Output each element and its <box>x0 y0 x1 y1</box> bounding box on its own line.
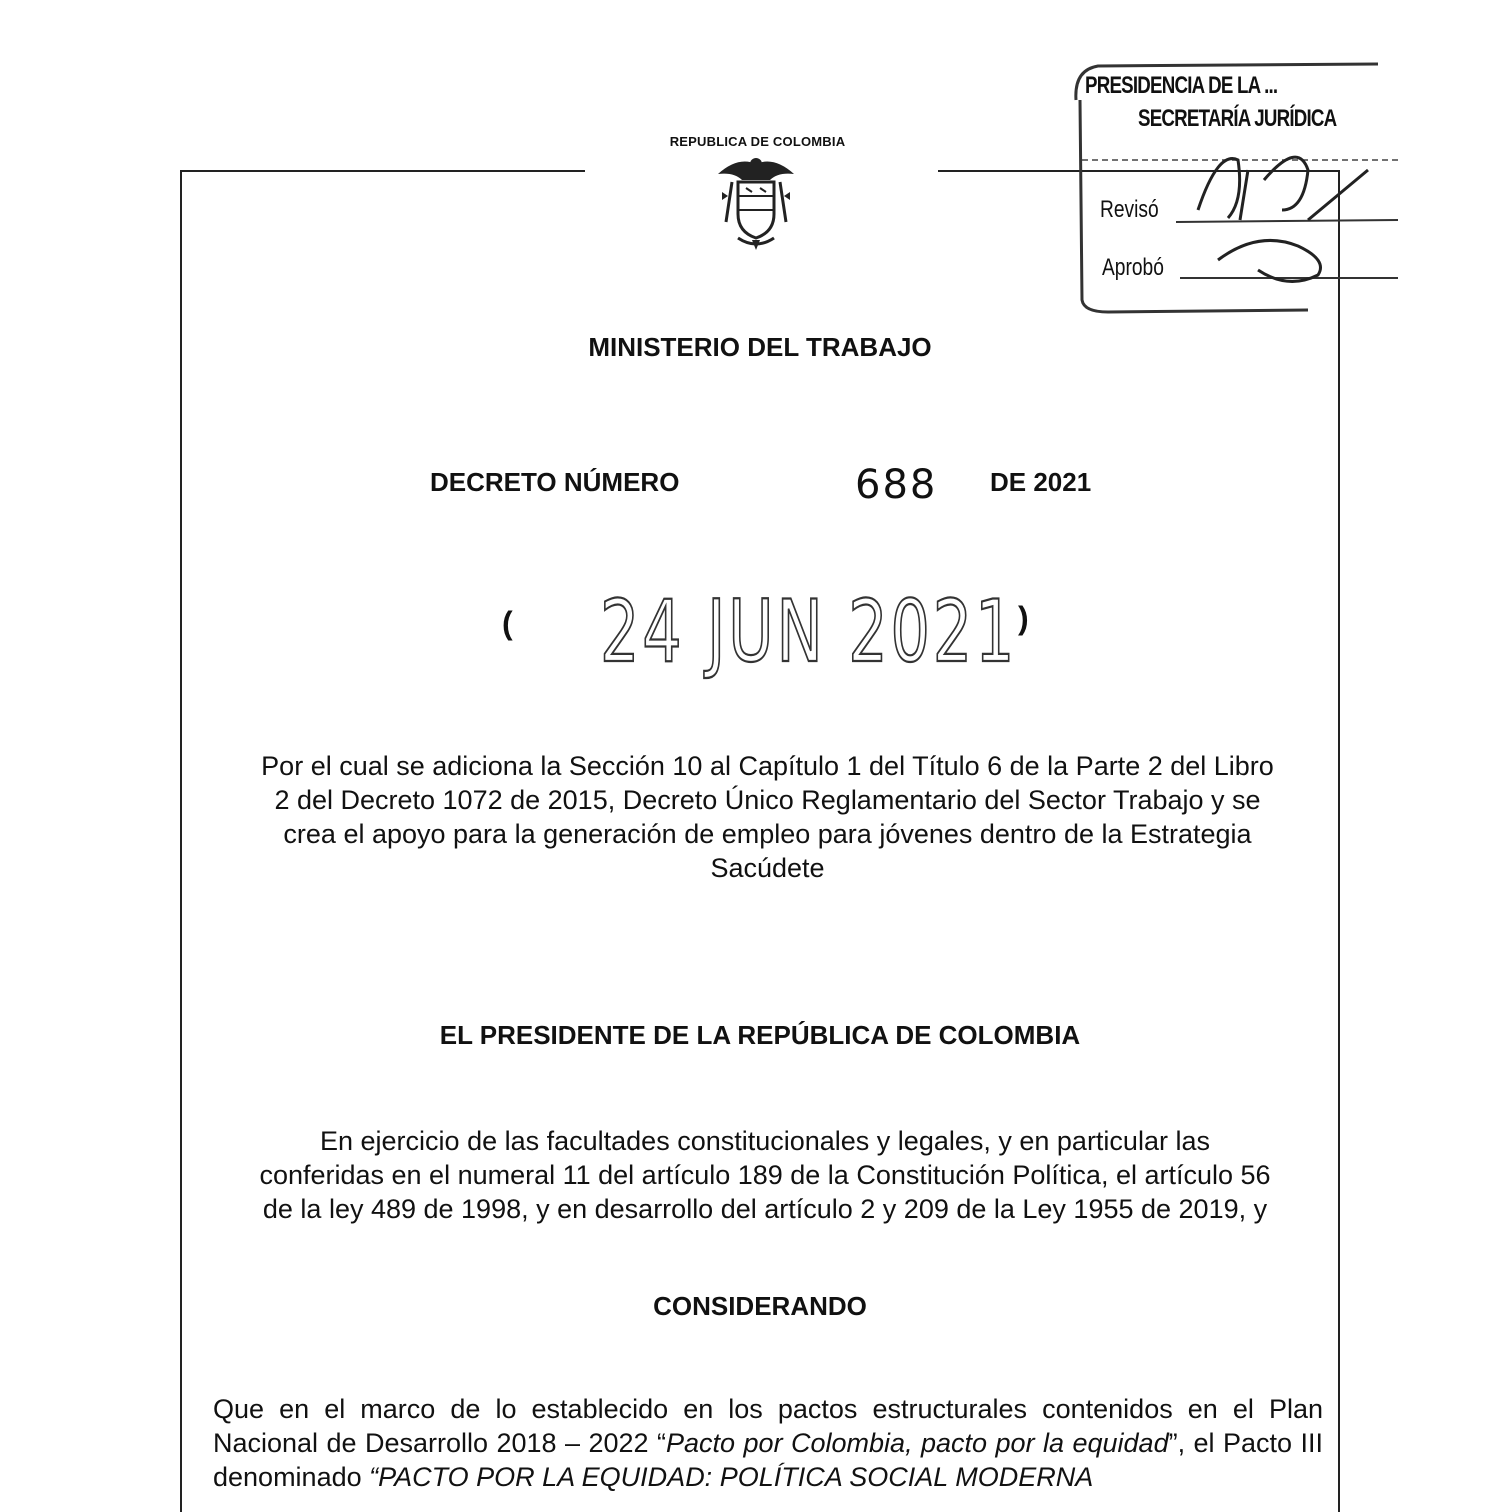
considerando-paragraph <box>213 1392 1323 1494</box>
considerando-heading: CONSIDERANDO <box>653 1291 867 1321</box>
date-stamp: 24 JUN 2021 <box>600 582 1018 682</box>
decreto-label: DECRETO NÚMERO <box>430 467 680 497</box>
facultades-line: conferidas en el numeral 11 del artículo 189 de la Constitución Política, el artículo 56 <box>259 1160 1271 1190</box>
epigraph <box>205 749 1330 885</box>
facultades-line: de la ley 489 de 1998, y en desarrollo del artículo 2 y 209 de la Ley 1955 de 2019, y <box>262 1194 1268 1224</box>
body-text-run: ”, el Pacto III denominado <box>213 1428 1324 1492</box>
decreto-number: 688 <box>855 462 938 508</box>
epigraph-line: 2 del Decreto 1072 de 2015, Decreto Único Reglamentario del Sector Trabajo y se <box>274 785 1261 815</box>
body-italic-run: “PACTO POR LA EQUIDAD: POLÍTICA SOCIAL MODERNA <box>369 1462 1094 1492</box>
date-close-paren: ) <box>1018 600 1029 636</box>
ministerio-heading: MINISTERIO DEL TRABAJO <box>588 332 932 362</box>
epigraph-line: Por el cual se adiciona la Sección 10 al Capítulo 1 del Título 6 de la Parte 2 del Libro <box>261 751 1274 781</box>
date-open-paren: ( <box>502 605 513 641</box>
header-rule-left <box>180 170 585 172</box>
epigraph-line: Sacúdete <box>710 853 825 883</box>
body-text-run: Que en el marco de lo establecido en los pactos estructurales contenidos en el Plan Nacional de Desarrollo 2018 – 2022 “ <box>213 1394 1323 1458</box>
facultades-paragraph <box>200 1124 1330 1226</box>
republica-heading: REPUBLICA DE COLOMBIA <box>669 134 846 149</box>
body-italic-run: Pacto por Colombia, pacto por la equidad <box>666 1428 1169 1458</box>
colombia-coat-of-arms-icon <box>708 152 804 252</box>
stamp-line-1: PRESIDENCIA DE LA ... <box>1085 72 1278 99</box>
stamp-aprobo-label: Aprobó <box>1102 254 1164 281</box>
epigraph-line: crea el apoyo para la generación de empleo para jóvenes dentro de la Estrategia <box>283 819 1252 849</box>
stamp-reviso-label: Revisó <box>1100 196 1159 223</box>
decreto-year: DE 2021 <box>990 467 1092 497</box>
facultades-line: En ejercicio de las facultades constitucionales y legales, y en particular las <box>320 1126 1210 1156</box>
presidente-heading: EL PRESIDENTE DE LA REPÚBLICA DE COLOMBIA <box>439 1020 1081 1050</box>
stamp-line-2: SECRETARÍA JURÍDICA <box>1138 105 1337 132</box>
